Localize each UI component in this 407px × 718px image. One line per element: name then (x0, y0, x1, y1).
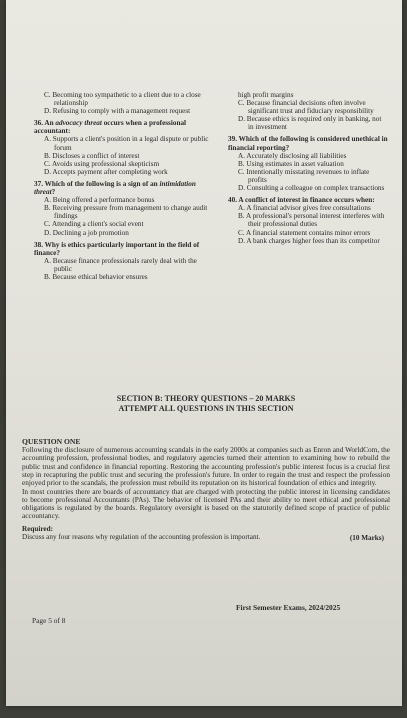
question-one-paragraph-1: Following the disclosure of numerous accounting scandals in the early 2000s at companies such as Enron and WorldCom, the accounting profession, professional bodies, and regulatory agencies turned their attention to examining how to rebuild the public trust and confidence in financial reporting. Restoring the accounting profession's public interest focus is a crucial first step in recapturing the public trust and securing the profession's future. In order to regain the trust and respect the profession enjoyed prior to the scandals, the profession must rebuild its reputation on its historical foundation of ethics and integrity. (22, 445, 390, 488)
option-40c: C. A financial statement contains minor errors (238, 228, 371, 237)
question-one (22, 438, 390, 542)
question-37-stem: 37. Which of the following is a sign of an intimidation threat? (34, 179, 196, 197)
option-38b-continued: high profit margins (238, 91, 294, 99)
question-39 (228, 135, 388, 192)
option-40b: B. A professional's personal interest interferes with their professional duties (238, 212, 385, 229)
mcq-left-column (34, 91, 214, 281)
option-39b: B. Using estimates in asset valuation (238, 159, 344, 168)
question-one-heading: QUESTION ONE (22, 437, 81, 446)
question-40 (228, 196, 388, 245)
required-text: Discuss any four reasons why regulation of the accounting profession is important. (22, 532, 261, 541)
exam-footer: First Semester Exams, 2024/2025 (236, 603, 341, 612)
option-39c: C. Intentionally misstating revenues to inflate profits (238, 167, 370, 184)
question-36 (34, 119, 214, 176)
option-39d: D. Consulting a colleague on complex transactions (238, 184, 385, 193)
option-36b: B. Discloses a conflict of interest (44, 151, 140, 160)
option-37d: D. Declining a job promotion (44, 228, 129, 237)
section-b-title: SECTION B: THEORY QUESTIONS – 20 MARKS (116, 394, 296, 403)
option-39a: A. Accurately disclosing all liabilities (238, 151, 347, 160)
option-35c: C. Becoming too sympathetic to a client due to a close relationship (44, 91, 201, 108)
option-40d: D. A bank charges higher fees than its competitor (238, 236, 380, 245)
question-40-stem: 40. A conflict of interest in finance occurs when: (228, 196, 375, 205)
section-b-header (26, 394, 386, 414)
option-38b: B. Because ethical behavior ensures (44, 272, 148, 281)
option-37c: C. Attending a client's social event (44, 220, 144, 229)
question-37 (34, 180, 214, 237)
mcq-right-column (228, 91, 388, 245)
option-37b: B. Receiving pressure from management to change audit findings (44, 204, 208, 221)
question-38-stem: 38. Why is ethics particularly important in the field of finance? (34, 240, 200, 257)
question-39-stem: 39. Which of the following is considered unethical in financial reporting? (228, 135, 388, 152)
question-one-paragraph-2: In most countries there are boards of accountancy that are charged with protecting the public interest in licensing candidates to become professional Accountants (PAs). The behavior of licensed PAs and their ability to meet ethical and professional obligations is regulated by the boards. Regulatory oversight is based on the statutorily defined scope of practice of public accountancy. (22, 486, 390, 521)
required-row (22, 533, 390, 542)
option-36d: D. Accepts payment after completing work (44, 167, 168, 176)
page-number: Page 5 of 8 (32, 616, 66, 625)
option-36c: C. Avoids using professional skepticism (44, 159, 160, 168)
question-38 (34, 241, 214, 281)
option-35d: D. Refusing to comply with a management request (44, 107, 191, 116)
option-40a: A. A financial advisor gives free consultations (238, 204, 371, 213)
option-38a: A. Because finance professionals rarely deal with the public (44, 256, 197, 273)
option-36a: A. Supports a client's position in a legal dispute or public forum (44, 135, 209, 152)
option-38d: D. Because ethics is required only in banking, not in investment (238, 115, 382, 132)
exam-page (6, 0, 402, 706)
question-36-stem: 36. An advocacy threat occurs when a professional accountant: (34, 119, 187, 136)
marks-label: (10 Marks) (349, 533, 384, 542)
section-b-subtitle: ATTEMPT ALL QUESTIONS IN THIS SECTION (118, 404, 294, 413)
required-label: Required: (22, 524, 54, 533)
option-38c: C. Because financial decisions often involve significant trust and fiduciary responsibility (238, 99, 374, 116)
option-37a: A. Being offered a performance bonus (44, 196, 155, 205)
